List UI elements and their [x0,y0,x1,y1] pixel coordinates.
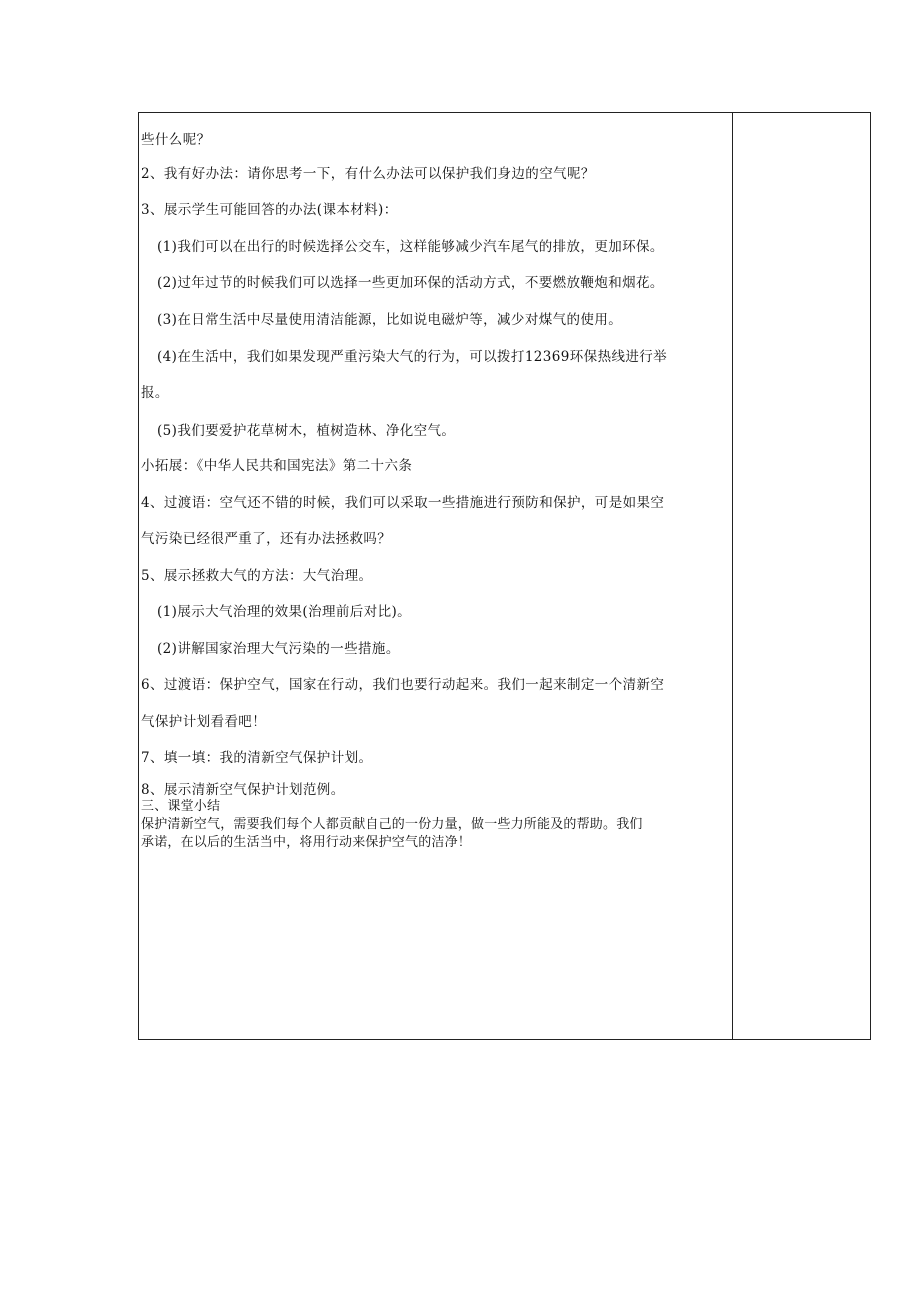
text-line: (2)过年过节的时候我们可以选择一些更加环保的活动方式，不要燃放鞭炮和烟花。 [157,275,664,291]
text-line: 些什么呢？ [141,132,211,148]
text-line: 2、我有好办法：请你思考一下，有什么办法可以保护我们身边的空气呢？ [141,166,595,182]
text-line: 承诺，在以后的生活当中，将用行动来保护空气的洁净！ [141,835,472,850]
section-heading: 三、课堂小结 [141,799,221,814]
text-line: 6、过渡语：保护空气，国家在行动，我们也要行动起来。我们一起来制定一个清新空 [141,677,665,693]
text-line: 3、展示学生可能回答的办法(课本材料)： [141,202,398,218]
text-line: (1)展示大气治理的效果(治理前后对比)。 [157,604,412,620]
text-line: (1)我们可以在出行的时候选择公交车，这样能够减少汽车尾气的排放，更加环保。 [157,239,664,255]
text-line: (5)我们要爱护花草树木，植树造林、净化空气。 [157,423,456,439]
text-line: 报。 [141,385,169,401]
text-line: 气保护计划看看吧！ [141,714,267,730]
lesson-table [138,112,871,1040]
text-line: 保护清新空气，需要我们每个人都贡献自己的一份力量，做一些力所能及的帮助。我们 [141,817,643,832]
text-line: 8、展示清新空气保护计划范例。 [141,782,345,798]
text-line: 7、填一填：我的清新空气保护计划。 [141,750,373,766]
text-line: (2)讲解国家治理大气污染的一些措施。 [157,641,400,657]
text-line: 气污染已经很严重了，还有办法拯救吗？ [141,531,392,547]
text-line: 4、过渡语：空气还不错的时候，我们可以采取一些措施进行预防和保护，可是如果空 [141,495,665,511]
text-line: 5、展示拯救大气的方法：大气治理。 [141,568,373,584]
notes-cell [733,113,870,1039]
text-line: (4)在生活中，我们如果发现严重污染大气的行为，可以拨打12369环保热线进行举 [157,349,668,365]
text-line: (3)在日常生活中尽量使用清洁能源，比如说电磁炉等，减少对煤气的使用。 [157,312,623,328]
lesson-content-cell [139,113,732,1039]
text-line: 小拓展：《中华人民共和国宪法》第二十六条 [141,458,413,474]
